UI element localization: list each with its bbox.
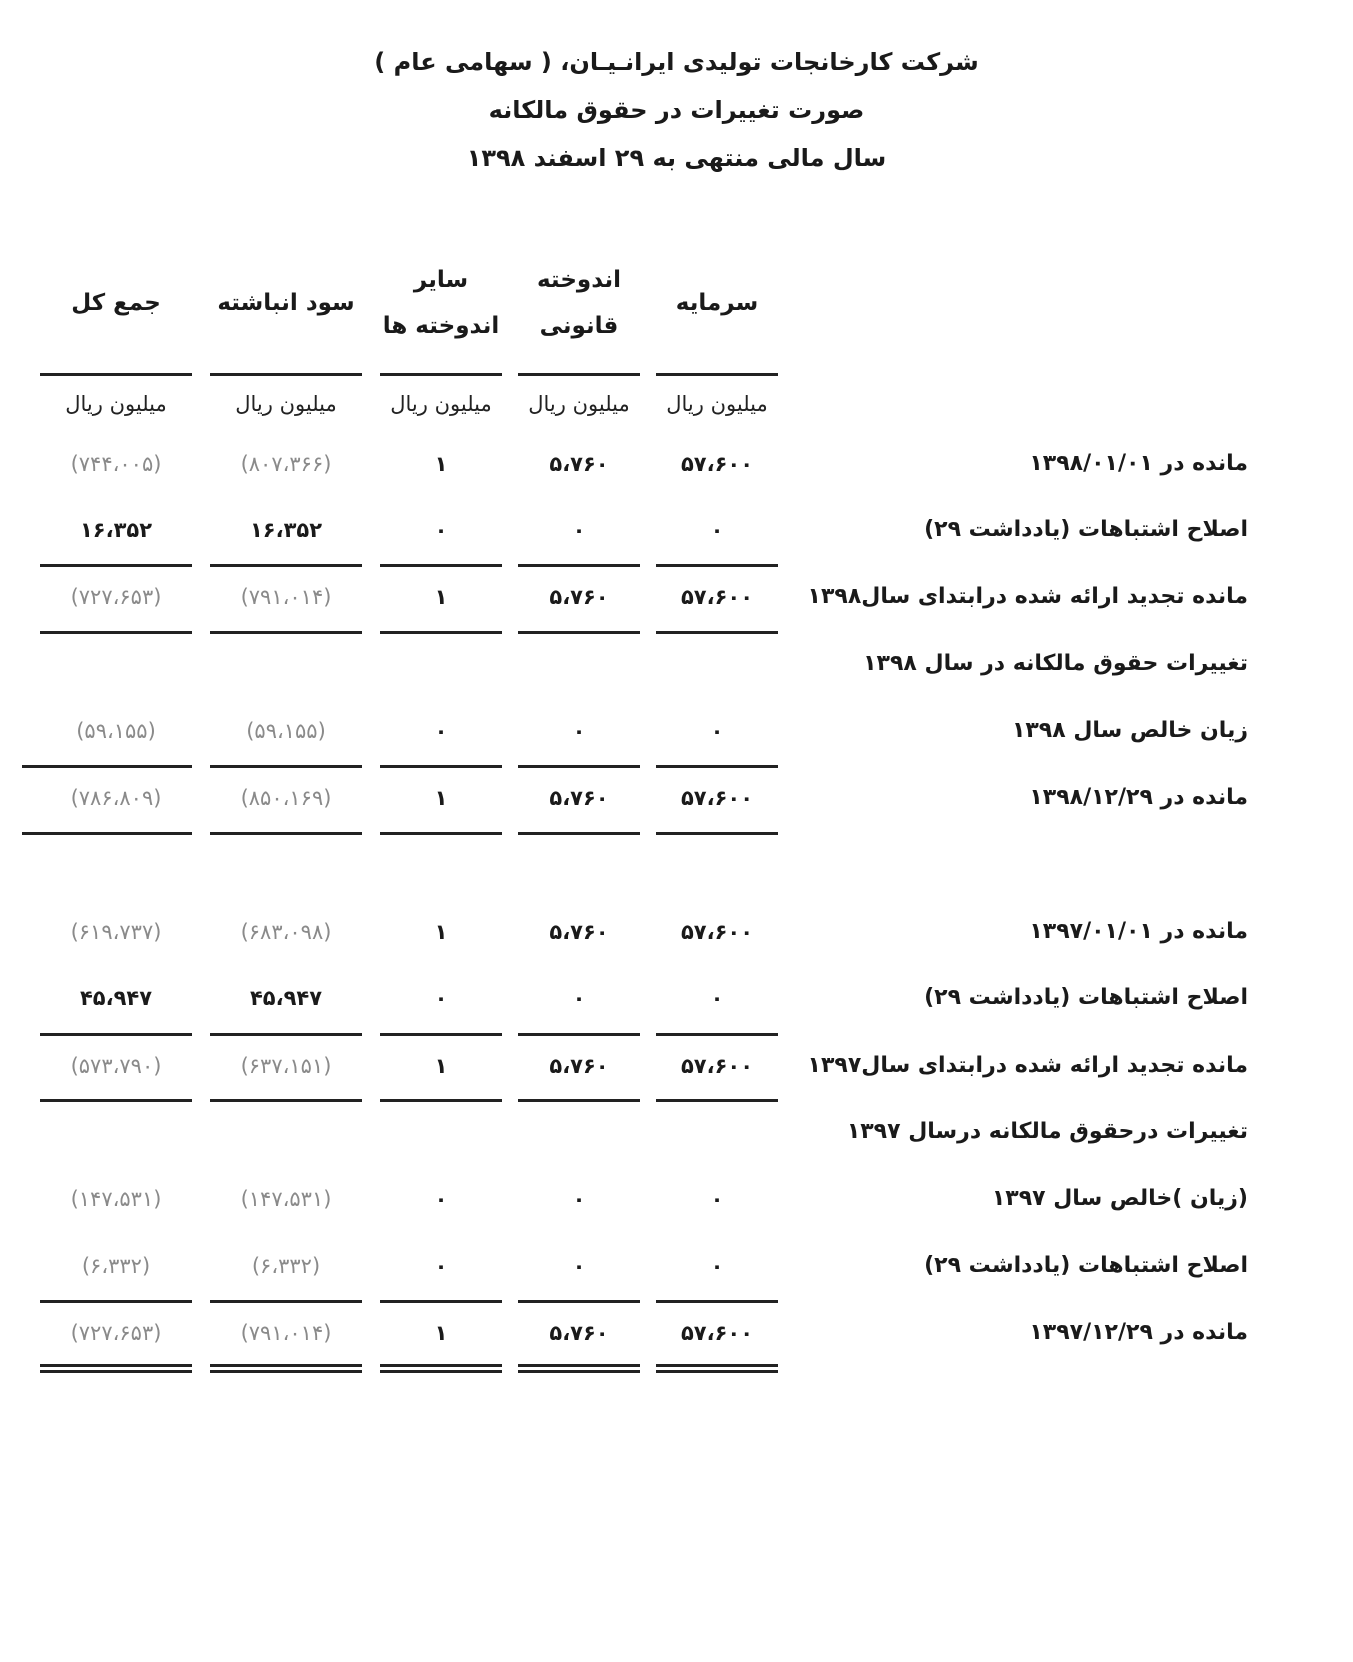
table-cell: ۱ [434,920,448,944]
table-cell: ۵۷،۶۰۰ [680,786,754,810]
underline [380,631,502,634]
underline [210,1300,362,1303]
row-label: مانده در ۱۳۹۸/۱۲/۲۹ [1029,785,1248,810]
section-heading: تغییرات حقوق مالکانه در سال ۱۳۹۸ [863,651,1248,676]
row-label: مانده در ۱۳۹۸/۰۱/۰۱ [1029,451,1248,476]
underline [518,832,640,835]
underline [210,373,362,376]
table-cell: ۵۷،۶۰۰ [680,1054,754,1078]
table-cell: (۶۸۳،۰۹۸) [240,920,332,944]
underline [656,1033,778,1036]
table-cell: (۷۸۶،۸۰۹) [70,786,162,810]
underline [656,1300,778,1303]
table-cell: ۰ [434,986,448,1010]
unit-label: میلیون ریال [666,392,768,416]
table-cell: ۰ [434,1187,448,1211]
table-cell: ۴۵،۹۴۷ [249,986,323,1010]
underline [380,373,502,376]
table-cell: (۶۱۹،۷۳۷) [70,920,162,944]
table-cell: (۶،۳۳۲) [81,1254,151,1278]
row-label: زیان خالص سال ۱۳۹۸ [1011,718,1248,743]
table-cell: (۷۲۷،۶۵۳) [70,1321,162,1345]
column-header: سرمایه [675,290,759,316]
underline [210,1099,362,1102]
double-underline [380,1364,502,1367]
underline [518,765,640,768]
table-cell: (۶۳۷،۱۵۱) [240,1054,332,1078]
underline [656,1099,778,1102]
table-cell: ۰ [710,1254,724,1278]
table-cell: ۵۷،۶۰۰ [680,585,754,609]
underline [656,373,778,376]
row-label: اصلاح اشتباهات (یادداشت ۲۹) [924,1253,1248,1278]
underline [518,1300,640,1303]
underline [210,564,362,567]
table-cell: (۸۵۰،۱۶۹) [240,786,332,810]
double-underline [40,1364,192,1367]
underline [210,832,362,835]
table-cell: (۷۹۱،۰۱۴) [240,1321,332,1345]
table-cell: ۵۷،۶۰۰ [680,452,754,476]
section-heading: تغییرات درحقوق مالکانه درسال ۱۳۹۷ [846,1119,1248,1144]
table-cell: ۱ [434,786,448,810]
underline [40,564,192,567]
underline [518,1033,640,1036]
column-header: سایر اندوخته ها [382,267,500,339]
underline [380,765,502,768]
row-label: مانده در ۱۳۹۷/۰۱/۰۱ [1029,919,1248,944]
table-cell: ۰ [572,719,586,743]
table-cell: ۵،۷۶۰ [549,585,609,609]
underline [518,631,640,634]
row-label: مانده در ۱۳۹۷/۱۲/۲۹ [1029,1320,1248,1345]
double-underline [656,1370,778,1373]
column-header: سود انباشته [217,290,355,316]
underline [40,631,192,634]
table-cell: (۶،۳۳۲) [251,1254,321,1278]
column-header: اندوخته قانونی [536,267,621,339]
underline [210,631,362,634]
table-cell: ۵،۷۶۰ [549,1054,609,1078]
underline [40,1099,192,1102]
row-label: اصلاح اشتباهات (یادداشت ۲۹) [924,985,1248,1010]
underline [380,1033,502,1036]
table-cell: ۰ [572,986,586,1010]
table-cell: (۷۲۷،۶۵۳) [70,585,162,609]
row-label: اصلاح اشتباهات (یادداشت ۲۹) [924,517,1248,542]
underline [656,832,778,835]
underline [656,631,778,634]
fiscal-period: سال مالی منتهی به ۲۹ اسفند ۱۳۹۸ [466,144,887,172]
table-cell: ۰ [710,719,724,743]
table-cell: ۵،۷۶۰ [549,786,609,810]
table-cell: ۴۵،۹۴۷ [79,986,153,1010]
double-underline [656,1364,778,1367]
table-cell: ۱۶،۳۵۲ [79,518,153,542]
company-name: شرکت کارخانجات تولیدی ایرانـیـان، ( سهامی عام ) [374,48,979,76]
underline [210,765,362,768]
underline [210,1033,362,1036]
statement-title: صورت تغییرات در حقوق مالکانه [488,96,865,124]
underline [40,1300,192,1303]
table-cell: ۰ [710,1187,724,1211]
table-cell: (۷۴۴،۰۰۵) [70,452,162,476]
double-underline [518,1370,640,1373]
table-cell: ۰ [434,518,448,542]
table-cell: ۰ [710,518,724,542]
table-cell: ۵،۷۶۰ [549,1321,609,1345]
double-underline [210,1364,362,1367]
table-cell: ۰ [572,1187,586,1211]
table-cell: (۱۴۷،۵۳۱) [70,1187,162,1211]
underline [518,1099,640,1102]
table-cell: (۱۴۷،۵۳۱) [240,1187,332,1211]
table-cell: ۰ [572,518,586,542]
table-cell: (۵۹،۱۵۵) [246,719,326,743]
underline [518,564,640,567]
table-cell: ۰ [434,1254,448,1278]
table-cell: ۰ [434,719,448,743]
table-cell: ۱ [434,1054,448,1078]
column-header: جمع کل [71,290,161,316]
underline [518,373,640,376]
underline [656,765,778,768]
row-label: مانده تجدید ارائه شده درابتدای سال۱۳۹۷ [807,1053,1248,1078]
table-cell: (۸۰۷،۳۶۶) [240,452,332,476]
unit-label: میلیون ریال [235,392,337,416]
table-cell: ۱ [434,1321,448,1345]
double-underline [210,1370,362,1373]
underline [40,1033,192,1036]
table-cell: ۵۷،۶۰۰ [680,1321,754,1345]
table-cell: ۱۶،۳۵۲ [249,518,323,542]
unit-label: میلیون ریال [65,392,167,416]
unit-label: میلیون ریال [528,392,630,416]
underline [40,373,192,376]
row-label: مانده تجدید ارائه شده درابتدای سال۱۳۹۸ [807,584,1248,609]
table-cell: ۵،۷۶۰ [549,452,609,476]
double-underline [40,1370,192,1373]
table-cell: ۱ [434,585,448,609]
table-cell: ۰ [572,1254,586,1278]
underline [656,564,778,567]
table-cell: ۰ [710,986,724,1010]
underline [380,564,502,567]
table-cell: (۵۹،۱۵۵) [76,719,156,743]
underline [22,832,192,835]
table-cell: ۵۷،۶۰۰ [680,920,754,944]
double-underline [518,1364,640,1367]
underline [380,832,502,835]
unit-label: میلیون ریال [390,392,492,416]
table-cell: ۵،۷۶۰ [549,920,609,944]
table-cell: (۵۷۳،۷۹۰) [70,1054,162,1078]
row-label: (زیان )خالص سال ۱۳۹۷ [991,1186,1248,1211]
table-cell: ۱ [434,452,448,476]
underline [380,1300,502,1303]
double-underline [380,1370,502,1373]
underline [22,765,192,768]
table-cell: (۷۹۱،۰۱۴) [240,585,332,609]
underline [380,1099,502,1102]
